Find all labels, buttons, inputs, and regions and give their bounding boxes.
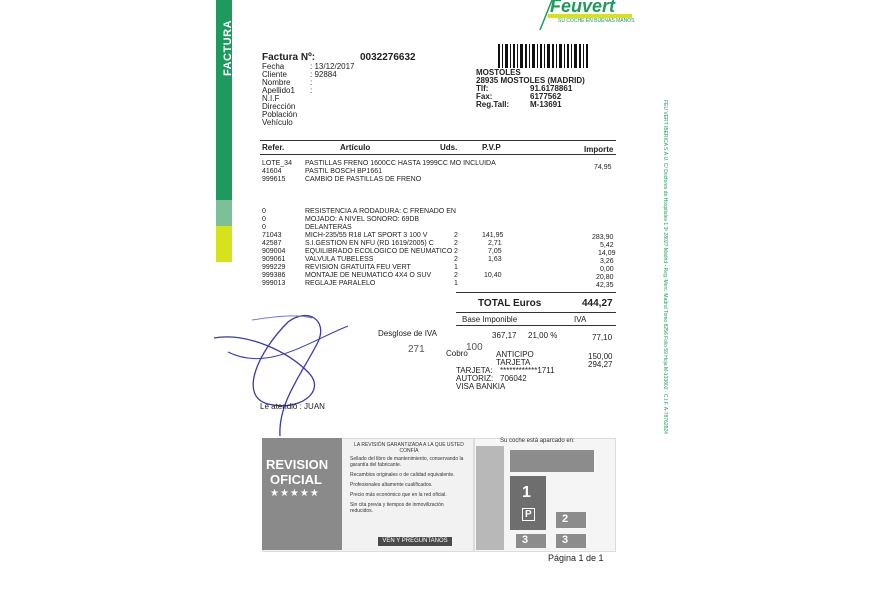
total-label: TOTAL Euros [478, 298, 542, 309]
brand-slogan: SU COCHE EN BUENAS MANOS [558, 18, 635, 24]
overlay-number-a: 271 [408, 344, 425, 355]
overlay-number-b: 100 [466, 342, 483, 353]
side-band-yellow [216, 226, 232, 262]
cobro-label: Cobro [446, 349, 468, 358]
parking-map-title: Su coche está aparcado en: [500, 438, 575, 444]
revision-stars: ★★★★★ [270, 488, 320, 499]
field-value: : [310, 78, 313, 87]
store-address: 28935 MOSTOLES (MADRID) [476, 76, 585, 85]
table-row-ref: LOTE_34 [262, 160, 292, 167]
table-row-ref: 909004 [262, 248, 286, 255]
tarjeta-num-label: TARJETA: [456, 366, 493, 375]
table-row-pvp: 7,05 [488, 248, 502, 255]
table-row-imp: 74,95 [594, 164, 612, 171]
base-label: Base Imponible [462, 315, 518, 324]
iva-rate: 21,00 % [528, 331, 558, 340]
table-row-imp: 5,42 [600, 242, 614, 249]
totals-rule-2 [456, 312, 616, 313]
table-header-rule [260, 154, 616, 155]
table-row-uds: 2 [454, 232, 458, 239]
table-row-art: MOJADO: A NIVEL SONORO: 69DB [305, 216, 420, 223]
tarjeta-label: TARJETA [496, 358, 531, 367]
field-label: Apellido1 [262, 86, 295, 95]
table-row-pvp: 1,63 [488, 256, 502, 263]
revision-button: VEN Y PREGUNTANOS [378, 537, 452, 546]
table-row-ref: 909061 [262, 256, 286, 263]
table-row-uds: 2 [454, 272, 458, 279]
anticipo-value: 150,00 [588, 352, 613, 361]
map-parking-3b [556, 534, 586, 548]
table-row-imp: 0,00 [600, 266, 614, 273]
table-row-pvp: 10,40 [484, 272, 502, 279]
store-fax-label: Fax: [476, 92, 493, 101]
map-number-1: 1 [522, 484, 531, 501]
field-label: Fecha [262, 62, 285, 71]
table-row-ref: 0 [262, 224, 266, 231]
map-road [476, 446, 504, 550]
map-parking-2 [556, 512, 586, 528]
table-row-art: VALVULA TUBELESS [305, 256, 374, 263]
table-row-art: DELANTERAS [305, 224, 352, 231]
anticipo-label: ANTICIPO [496, 350, 534, 359]
field-label: Vehículo [262, 118, 293, 127]
table-row-imp: 42,35 [596, 282, 614, 289]
field-label: Cliente [262, 70, 287, 79]
table-row-art: PASTILLAS FRENO 1600CC HASTA 1999CC MO INCLUIDA [305, 160, 496, 167]
table-row-uds: 1 [454, 264, 458, 271]
revision-bullet: Precio más económico que en la red oficial. [350, 492, 447, 498]
table-top-rule [260, 140, 616, 141]
revision-bullet: Recambios originales o de calidad equivalente. [350, 472, 455, 478]
table-row-art: MICH-235/55 R18 LAT SPORT 3 100 V [305, 232, 428, 239]
tarjeta-num: ************1711 [500, 366, 555, 375]
store-name: MOSTOLES [476, 68, 521, 77]
store-regtall-label: Reg.Tall: [476, 100, 510, 109]
table-row-art: PASTIL BOSCH BP1661 [305, 168, 383, 175]
revision-bullet: Sellado del libro de mantenimiento, conservando la garantía del fabricante. [350, 456, 464, 468]
field-value: : 92884 [310, 70, 337, 79]
table-row-art: REVISION GRATUITA FEU VERT [305, 264, 411, 271]
legal-vertical [660, 100, 668, 490]
autoriz-label: AUTORIZ: [456, 374, 494, 383]
col-pvp: P.V.P [482, 143, 501, 152]
table-row-ref: 999229 [262, 264, 286, 271]
store-fax: 6177562 [530, 92, 562, 101]
table-row-art: EQUILIBRADO ECOLOGICO DE NEUMATICO [305, 248, 453, 255]
table-row-ref: 41604 [262, 168, 282, 175]
table-row-art: REGLAJE PARALELO [305, 280, 376, 287]
map-building [510, 450, 594, 472]
parking-icon: P [522, 508, 535, 521]
table-row-uds: 2 [454, 240, 458, 247]
base-value: 367,17 [492, 331, 517, 340]
map-number-3a: 3 [522, 534, 529, 546]
table-row-art: RESISTENCIA A RODADURA: C FRENADO EN [305, 208, 456, 215]
legal-text: FEU VERT IBERICA S.A.U. C/ Doctores de Hospitales 1 3ª 28027 Madrid - Reg. Merc. Madrid Tomo 8256 Folio 59 Hoja M-133802 - C.I.F. A-78762824 [662, 100, 668, 434]
store-tlf: 91.6178861 [530, 84, 573, 93]
autoriz-value: 706042 [500, 374, 527, 383]
col-uds: Uds. [440, 143, 458, 152]
side-band-light [216, 200, 232, 226]
table-row-imp: 283,90 [592, 234, 614, 241]
iva-label: IVA [574, 315, 587, 324]
table-row-uds: 2 [454, 248, 458, 255]
table-row-ref: 999386 [262, 272, 286, 279]
desglose-label: Desglose de IVA [378, 329, 437, 338]
revision-bullet: Profesionales altamente cualificados. [350, 482, 433, 488]
table-row-uds: 1 [454, 280, 458, 287]
revision-bullets [350, 456, 468, 518]
table-row-pvp: 2,71 [488, 240, 502, 247]
totals-rule-3 [456, 325, 616, 326]
map-parking-3a [516, 534, 546, 548]
table-row-ref: 999615 [262, 176, 286, 183]
table-row-ref: 71043 [262, 232, 282, 239]
map-number-2: 2 [562, 513, 569, 525]
invoice-number-label: Factura Nº: [262, 52, 316, 63]
table-row-pvp: 141,95 [482, 232, 504, 239]
field-label: Nombre [262, 78, 291, 87]
field-label: Dirección [262, 102, 296, 111]
field-value: : [310, 86, 313, 95]
table-row-art: S.I.GESTION EN NFU (RD 1619/2005) C [305, 240, 434, 247]
map-number-3b: 3 [562, 534, 569, 546]
col-articulo: Artículo [340, 143, 371, 152]
totals-rule [456, 292, 616, 293]
revision-title-1: REVISION [266, 457, 329, 472]
table-row-ref: 42587 [262, 240, 282, 247]
revision-header: LA REVISIÓN GARANTIZADA A LA QUE USTED CONFÍA [354, 442, 464, 454]
table-row-art: MONTAJE DE NEUMATICO 4X4 O SUV [305, 272, 432, 279]
bank-name: VISA BANKIA [456, 382, 506, 391]
table-row-ref: 0 [262, 208, 266, 215]
table-row-imp: 20,80 [596, 274, 614, 281]
store-regtall: M-13691 [530, 100, 562, 109]
signature [208, 312, 358, 440]
field-value: : 13/12/2017 [310, 62, 355, 71]
field-label: N.I.F [262, 94, 280, 103]
tarjeta-value: 294,27 [588, 360, 613, 369]
table-row-art: CAMBIO DE PASTILLAS DE FRENO [305, 176, 422, 183]
side-label: FACTURA [222, 19, 234, 76]
revision-bullet: Sin cita previa y tiempos de inmovilización reducidos. [350, 502, 444, 514]
le-atendio: Le atendió : JUAN [260, 402, 325, 411]
table-row-ref: 0 [262, 216, 266, 223]
revision-title-2: OFICIAL [270, 472, 322, 487]
store-tlf-label: Tlf: [476, 84, 489, 93]
brand-name: Feuvert [550, 0, 616, 16]
page-number: Página 1 de 1 [548, 553, 604, 563]
invoice-number: 0032276632 [360, 52, 416, 63]
total-value: 444,27 [582, 298, 613, 309]
iva-value: 77,10 [592, 333, 613, 342]
table-row-uds: 2 [454, 256, 458, 263]
col-importe: Importe [584, 145, 614, 154]
col-refer: Refer. [262, 143, 285, 152]
table-row-imp: 3,26 [600, 258, 614, 265]
table-row-ref: 999013 [262, 280, 286, 287]
table-row-imp: 14,09 [598, 250, 616, 257]
field-label: Población [262, 110, 298, 119]
